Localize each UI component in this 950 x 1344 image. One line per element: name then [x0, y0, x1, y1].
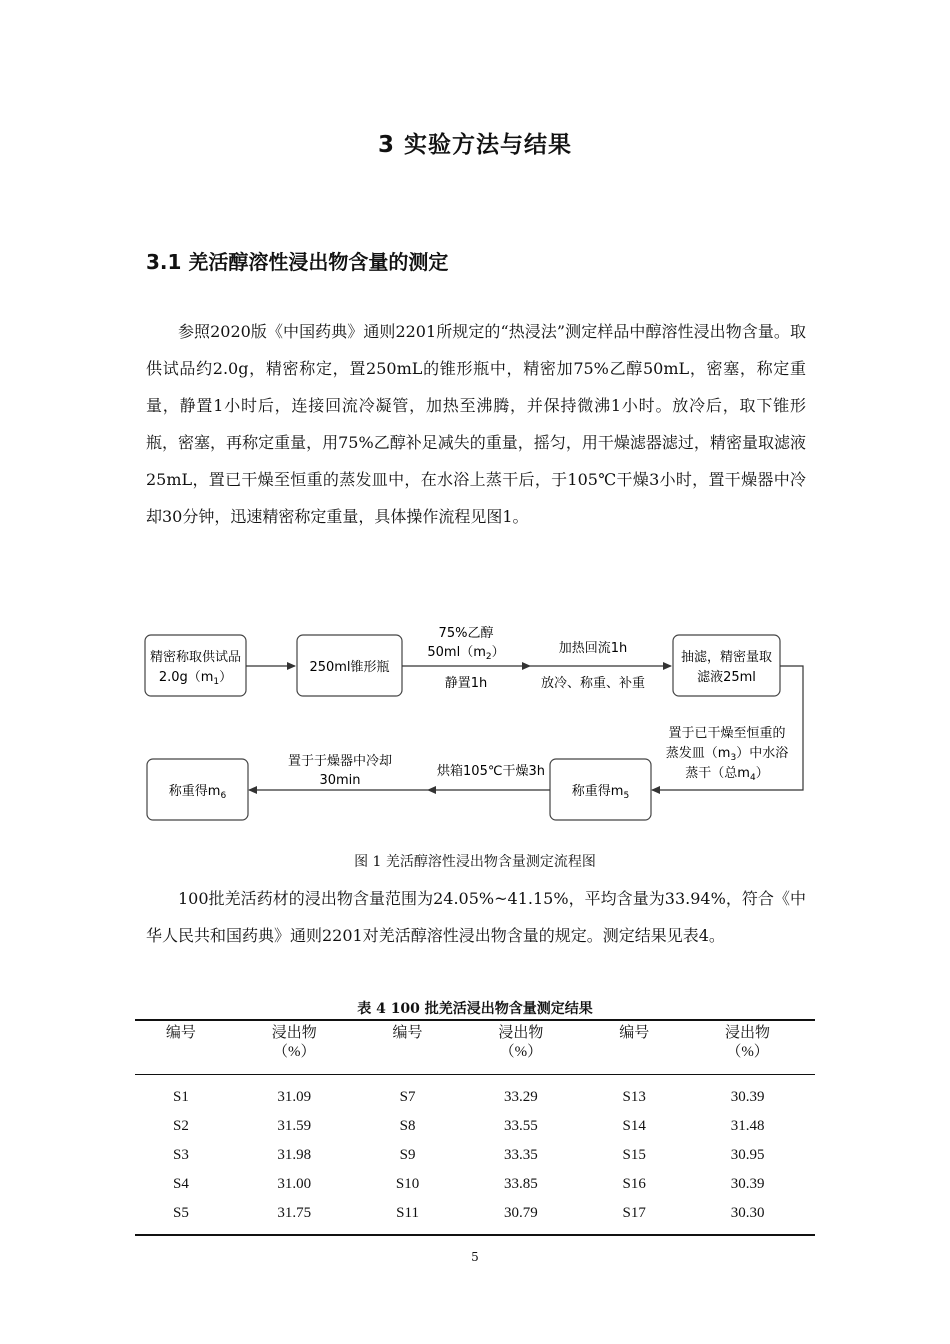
table-header-cell: 浸出物 （%）: [271, 1025, 317, 1060]
flow-box-weigh-sample: [145, 635, 246, 696]
table-cell: 30.39: [730, 1089, 765, 1105]
table-cell: S15: [622, 1147, 646, 1163]
table-cell: 30.39: [730, 1176, 765, 1192]
flow-box-weigh-m6-label: 称重得$m_6$: [168, 784, 227, 801]
table-cell: S16: [622, 1176, 646, 1192]
subsection-title: 3.1 羌活醇溶性浸出物含量的测定: [146, 250, 449, 274]
flow-box-filter-line2: 滤液25ml: [697, 670, 756, 685]
table-cell: S1: [172, 1089, 189, 1105]
table-caption: 表 4 100 批羌活浸出物含量测定结果: [357, 1001, 593, 1017]
flow-arrow-3-label-bottom: 放冷、称重、补重: [540, 676, 646, 691]
extract-content-table: [135, 1019, 815, 1236]
flow-arrow-2-label-top2: $50ml(m_2)$: [427, 645, 505, 662]
table-cell: 30.95: [730, 1147, 765, 1163]
table-cell: S3: [172, 1147, 189, 1163]
page-number: 5: [471, 1250, 479, 1264]
table-cell: 33.29: [504, 1089, 538, 1105]
table-cell: 31.59: [277, 1118, 312, 1134]
table-cell: S17: [622, 1205, 646, 1221]
table-cell: S10: [395, 1176, 420, 1192]
table-cell: S9: [399, 1147, 416, 1163]
table-header-row: [135, 1020, 815, 1075]
table-header-cell: 浸出物 （%）: [725, 1025, 771, 1060]
flow-box-filter: [673, 635, 780, 696]
flow-box-filter-line1: 抽滤，精密量取: [680, 650, 773, 665]
table-header-cell: 编号: [619, 1025, 650, 1041]
flowchart-figure: [135, 612, 815, 834]
table-row: [135, 1112, 815, 1141]
table-cell: 30.79: [504, 1205, 538, 1221]
flow-box-flask-label: 250ml锥形瓶: [309, 660, 390, 675]
flow-box-weigh-m5-label: 称重得$m_5$: [571, 784, 630, 801]
table-cell: 31.48: [730, 1118, 765, 1134]
flow-arrow-2-label-bottom: 静置1h: [444, 676, 488, 691]
table-cell: S5: [172, 1205, 189, 1221]
flow-box-weigh-sample-line2: $2.0g(m_1)$: [158, 670, 233, 687]
table-cell: 31.75: [277, 1205, 312, 1221]
section-title: 3 实验方法与结果: [377, 132, 572, 158]
table-row: [135, 1141, 815, 1170]
flow-box-weigh-sample-line1: 精密称取供试品: [149, 650, 242, 665]
table-cell: S7: [399, 1089, 416, 1105]
table-header-cell: 编号: [392, 1025, 423, 1041]
flow-arrow-6-label-top2: 30min: [319, 773, 361, 788]
body-paragraph-method: 参照2020版《中国药典》通则2201所规定的“热浸法”测定样品中醇溶性浸出物含量。取供试品约2.0g，精密称定，置250mL的锥形瓶中，精密加75%乙醇50mL，密塞，称定重量，静置1小时后，连接回流冷凝管，加热至沸腾，并保持微沸1小时。放冷后，取下锥形瓶，密塞，再称定重量，用75%乙醇补足减失的重量，摇匀，用干燥滤器滤过，精密量取滤液25mL，置已干燥至恒重的蒸发皿中，在水浴上蒸干后，于105℃干燥3小时，置干燥器中冷却30分钟，迅速精密称定重量，具体操作流程见图1。: [146, 322, 806, 526]
table-cell: 31.00: [277, 1176, 312, 1192]
table-row: [135, 1075, 815, 1113]
flow-arrow-3-label-top: 加热回流1h: [558, 641, 628, 656]
table-header-cell: 编号: [165, 1025, 196, 1041]
flow-arrow-6-label-top1: 置于于燥器中冷却: [287, 754, 393, 769]
table-cell: S13: [622, 1089, 646, 1105]
table-cell: 33.85: [504, 1176, 538, 1192]
table-cell: 31.09: [277, 1089, 312, 1105]
table-cell: 30.30: [730, 1205, 765, 1221]
table-cell: S8: [399, 1118, 416, 1134]
table-cell: S11: [396, 1205, 419, 1221]
flow-side-label-line1: 置于已干燥至恒重的: [668, 726, 786, 741]
table-cell: 31.98: [277, 1147, 312, 1163]
flow-arrow-5-label: 烘箱105℃干燥3h: [437, 764, 545, 779]
table-row: [135, 1199, 815, 1235]
table-header-cell: 浸出物 （%）: [498, 1025, 544, 1060]
flow-side-label-line3: 蒸干（总$m_4$）: [685, 766, 769, 783]
figure-caption: 图 1 羌活醇溶性浸出物含量测定流程图: [354, 854, 596, 870]
table-cell: S14: [622, 1118, 646, 1134]
table-row: [135, 1170, 815, 1199]
flow-arrow-2-label-top1: 75%乙醇: [438, 626, 494, 641]
table-cell: S4: [172, 1176, 189, 1192]
table-cell: S2: [172, 1118, 189, 1134]
body-paragraph-results: 100批羌活药材的浸出物含量范围为24.05%~41.15%，平均含量为33.94%，符合《中华人民共和国药典》通则2201对羌活醇溶性浸出物含量的规定。测定结果见表4。: [146, 889, 806, 945]
flow-side-label-line2: 蒸发皿$(m_3)$中水浴: [665, 746, 789, 763]
table-cell: 33.55: [504, 1118, 538, 1134]
table-cell: 33.35: [504, 1147, 538, 1163]
